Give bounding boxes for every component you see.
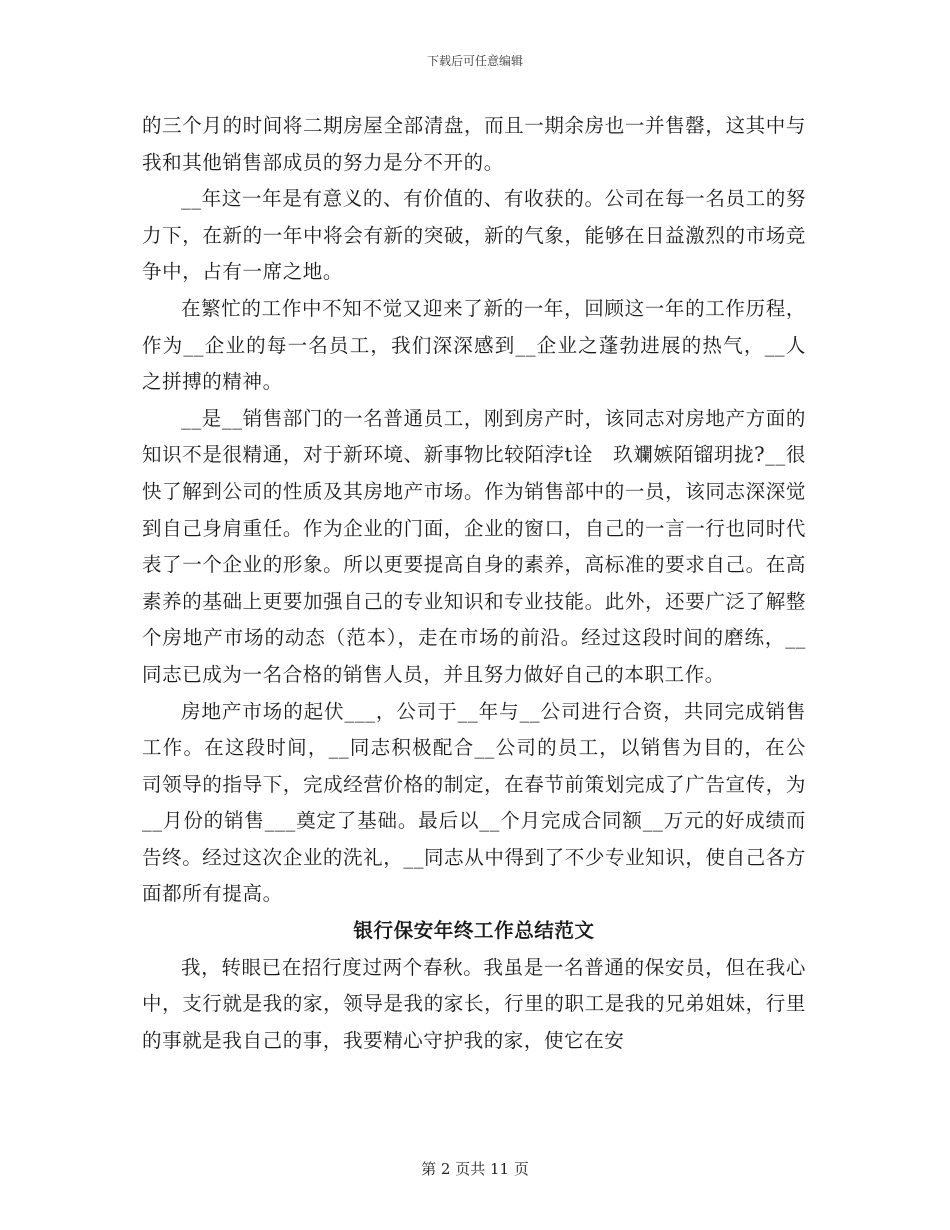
paragraph: __是__销售部门的一名普通员工，刚到房产时，该同志对房地产方面的知识不是很精通，对于新环境、新事物比较陌浡t诠 玖斕嫉陌镏玥拢?__很快了解到公司的性质及其房地产市场。作为销售部中的一员，该同志深深觉到自己身肩重任。作为企业的门面，企业的窗口，自己的一言一行也同时代表了一个企业的形象。所以更要提高自身的素养，高标准的要求自己。在高素养的基础上更要加强自己的专业知识和专业技能。此外，还要广泛了解整个房地产市场的动态（范本），走在市场的前沿。经过这段时间的磨练，__同志已成为一名合格的销售人员，并且努力做好自己的本职工作。 [142,406,806,686]
paragraph: 我，转眼已在招行度过两个春秋。我虽是一名普通的保安员，但在我心中，支行就是我的家，领导是我的家长，行里的职工是我的兄弟姐妹，行里的事就是我自己的事，我要精心守护我的家，使它在安 [142,955,806,1052]
page-header: 下载后可任意编辑 [426,54,523,68]
paragraph: 在繁忙的工作中不知不觉又迎来了新的一年，回顾这一年的工作历程，作为__企业的每一名员工，我们深深感到__企业之蓬勃进展的热气，__人之拼搏的精神。 [142,296,806,394]
section-title: 银行保安年终工作总结范文 [353,919,595,943]
paragraph: __年这一年是有意义的、有价值的、有收获的。公司在每一名员工的努力下，在新的一年中将会有新的突破，新的气象，能够在日益激烈的市场竞争中，占有一席之地。 [142,187,806,284]
document-body [142,108,806,1059]
paragraph-continued: 的三个月的时间将二期房屋全部清盘，而且一期余房也一并售罄，这其中与我和其他销售部成员的努力是分不开的。 [142,114,806,174]
page-footer: 第 2 页共 11 页 [421,1160,529,1178]
paragraph: 房地产市场的起伏___，公司于__年与__公司进行合资，共同完成销售工作。在这段时间，__同志积极配合__公司的员工，以销售为目的，在公司领导的指导下，完成经营价格的制定，在春节前策划完成了广告宣传，为__月份的销售___奠定了基础。最后以__个月完成合同额__万元的好成绩而告终。经过这次企业的洗礼，__同志从中得到了不少专业知识，使自己各方面都所有提高。 [142,699,806,906]
